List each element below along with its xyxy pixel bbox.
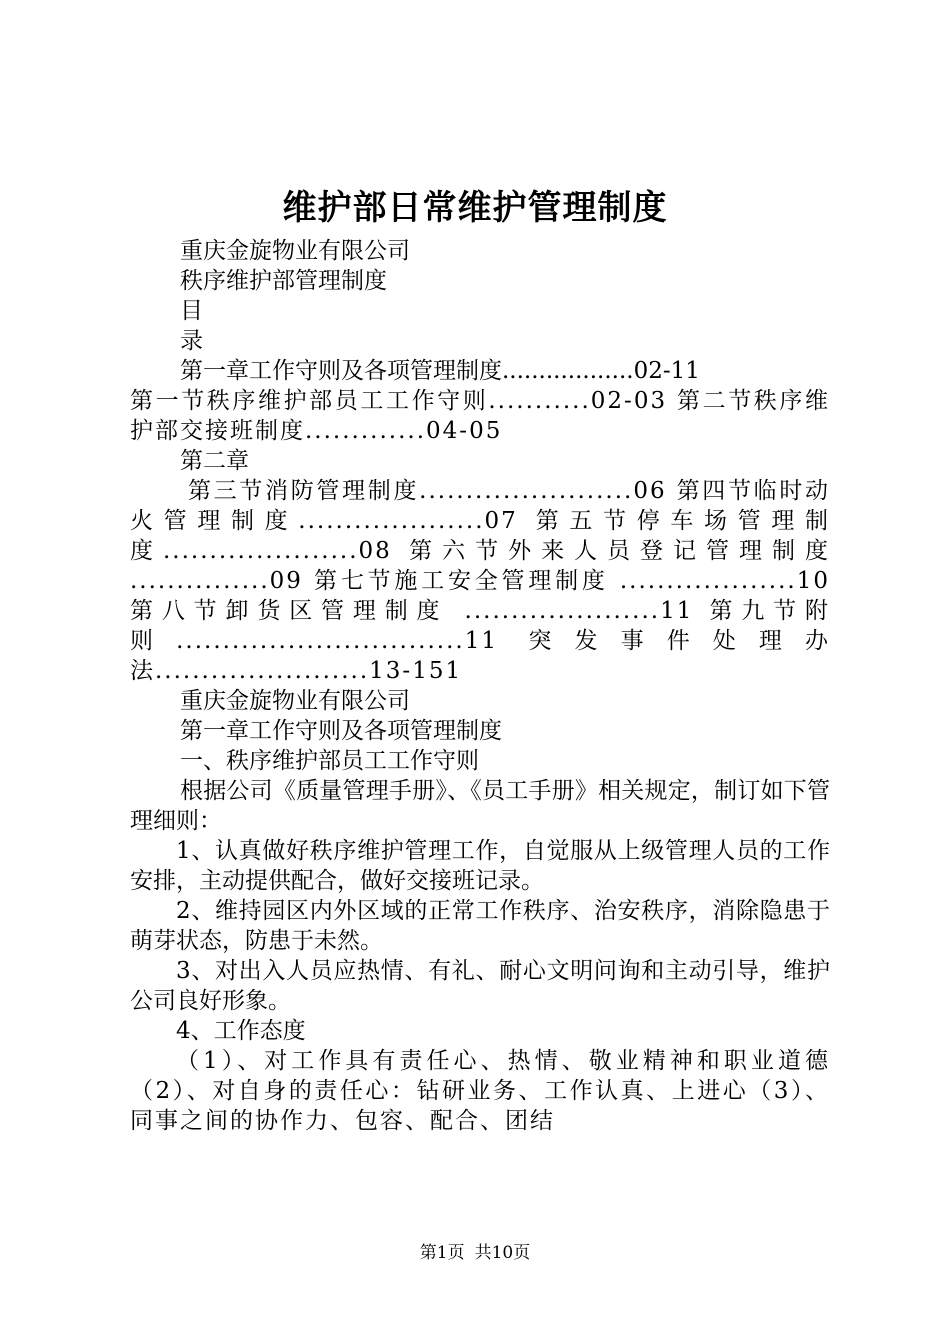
section-heading: 一、秩序维护部员工工作守则 (180, 748, 479, 774)
company-name-repeat: 重庆金旋物业有限公司 (180, 688, 410, 714)
toc-chapter-2: 第二章 (180, 448, 249, 474)
rule-3: 3、对出入人员应热情、有礼、耐心文明问询和主动引导，维护公司良好形象。 (130, 958, 830, 1014)
page-total: 共10页 (474, 1243, 531, 1263)
rule-1: 1、认真做好秩序维护管理工作，自觉服从上级管理人员的工作安排，主动提供配合，做好交接班记录。 (130, 838, 830, 894)
company-name: 重庆金旋物业有限公司 (180, 238, 410, 264)
page-footer (0, 1241, 950, 1265)
toc-sections-2: 第三节消防管理制度.......................06 第四节临时动火管理制度....................07 第五节停车场管理制度.....................08 第六节外来人员登记管理制度 ...............09 第七节施工安全管理制度 ...................10 第八节卸货区管理制度 .....................11 第九节附则...............................11 突发事件处理办法.......................13-151 (130, 478, 830, 684)
toc-sections-1: 第一节秩序维护部员工工作守则...........02-03 第二节秩序维护部交接班制度.............04-05 (130, 388, 830, 444)
page-number: 第1页 (419, 1243, 465, 1263)
toc-chapter-1: 第一章工作守则及各项管理制度..................02-11 (180, 358, 700, 384)
rule-4: 4、工作态度 (176, 1018, 306, 1044)
chapter-heading: 第一章工作守则及各项管理制度 (180, 718, 502, 744)
document-title: 维护部日常维护管理制度 (282, 188, 668, 228)
rule-2: 2、维持园区内外区域的正常工作秩序、治安秩序，消除隐患于萌芽状态，防患于未然。 (130, 898, 830, 954)
document-body (130, 236, 830, 1136)
intro-paragraph: 根据公司《质量管理手册》、《员工手册》相关规定，制订如下管理细则： (130, 778, 830, 834)
toc-label-bottom: 录 (180, 328, 203, 354)
document-subtitle: 秩序维护部管理制度 (180, 268, 387, 294)
attitude-list: （1）、对工作具有责任心、热情、敬业精神和职业道德（2）、对自身的责任心：钻研业务、工作认真、上进心（3）、同事之间的协作力、包容、配合、团结 (130, 1048, 830, 1134)
toc-label-top: 目 (180, 298, 203, 324)
